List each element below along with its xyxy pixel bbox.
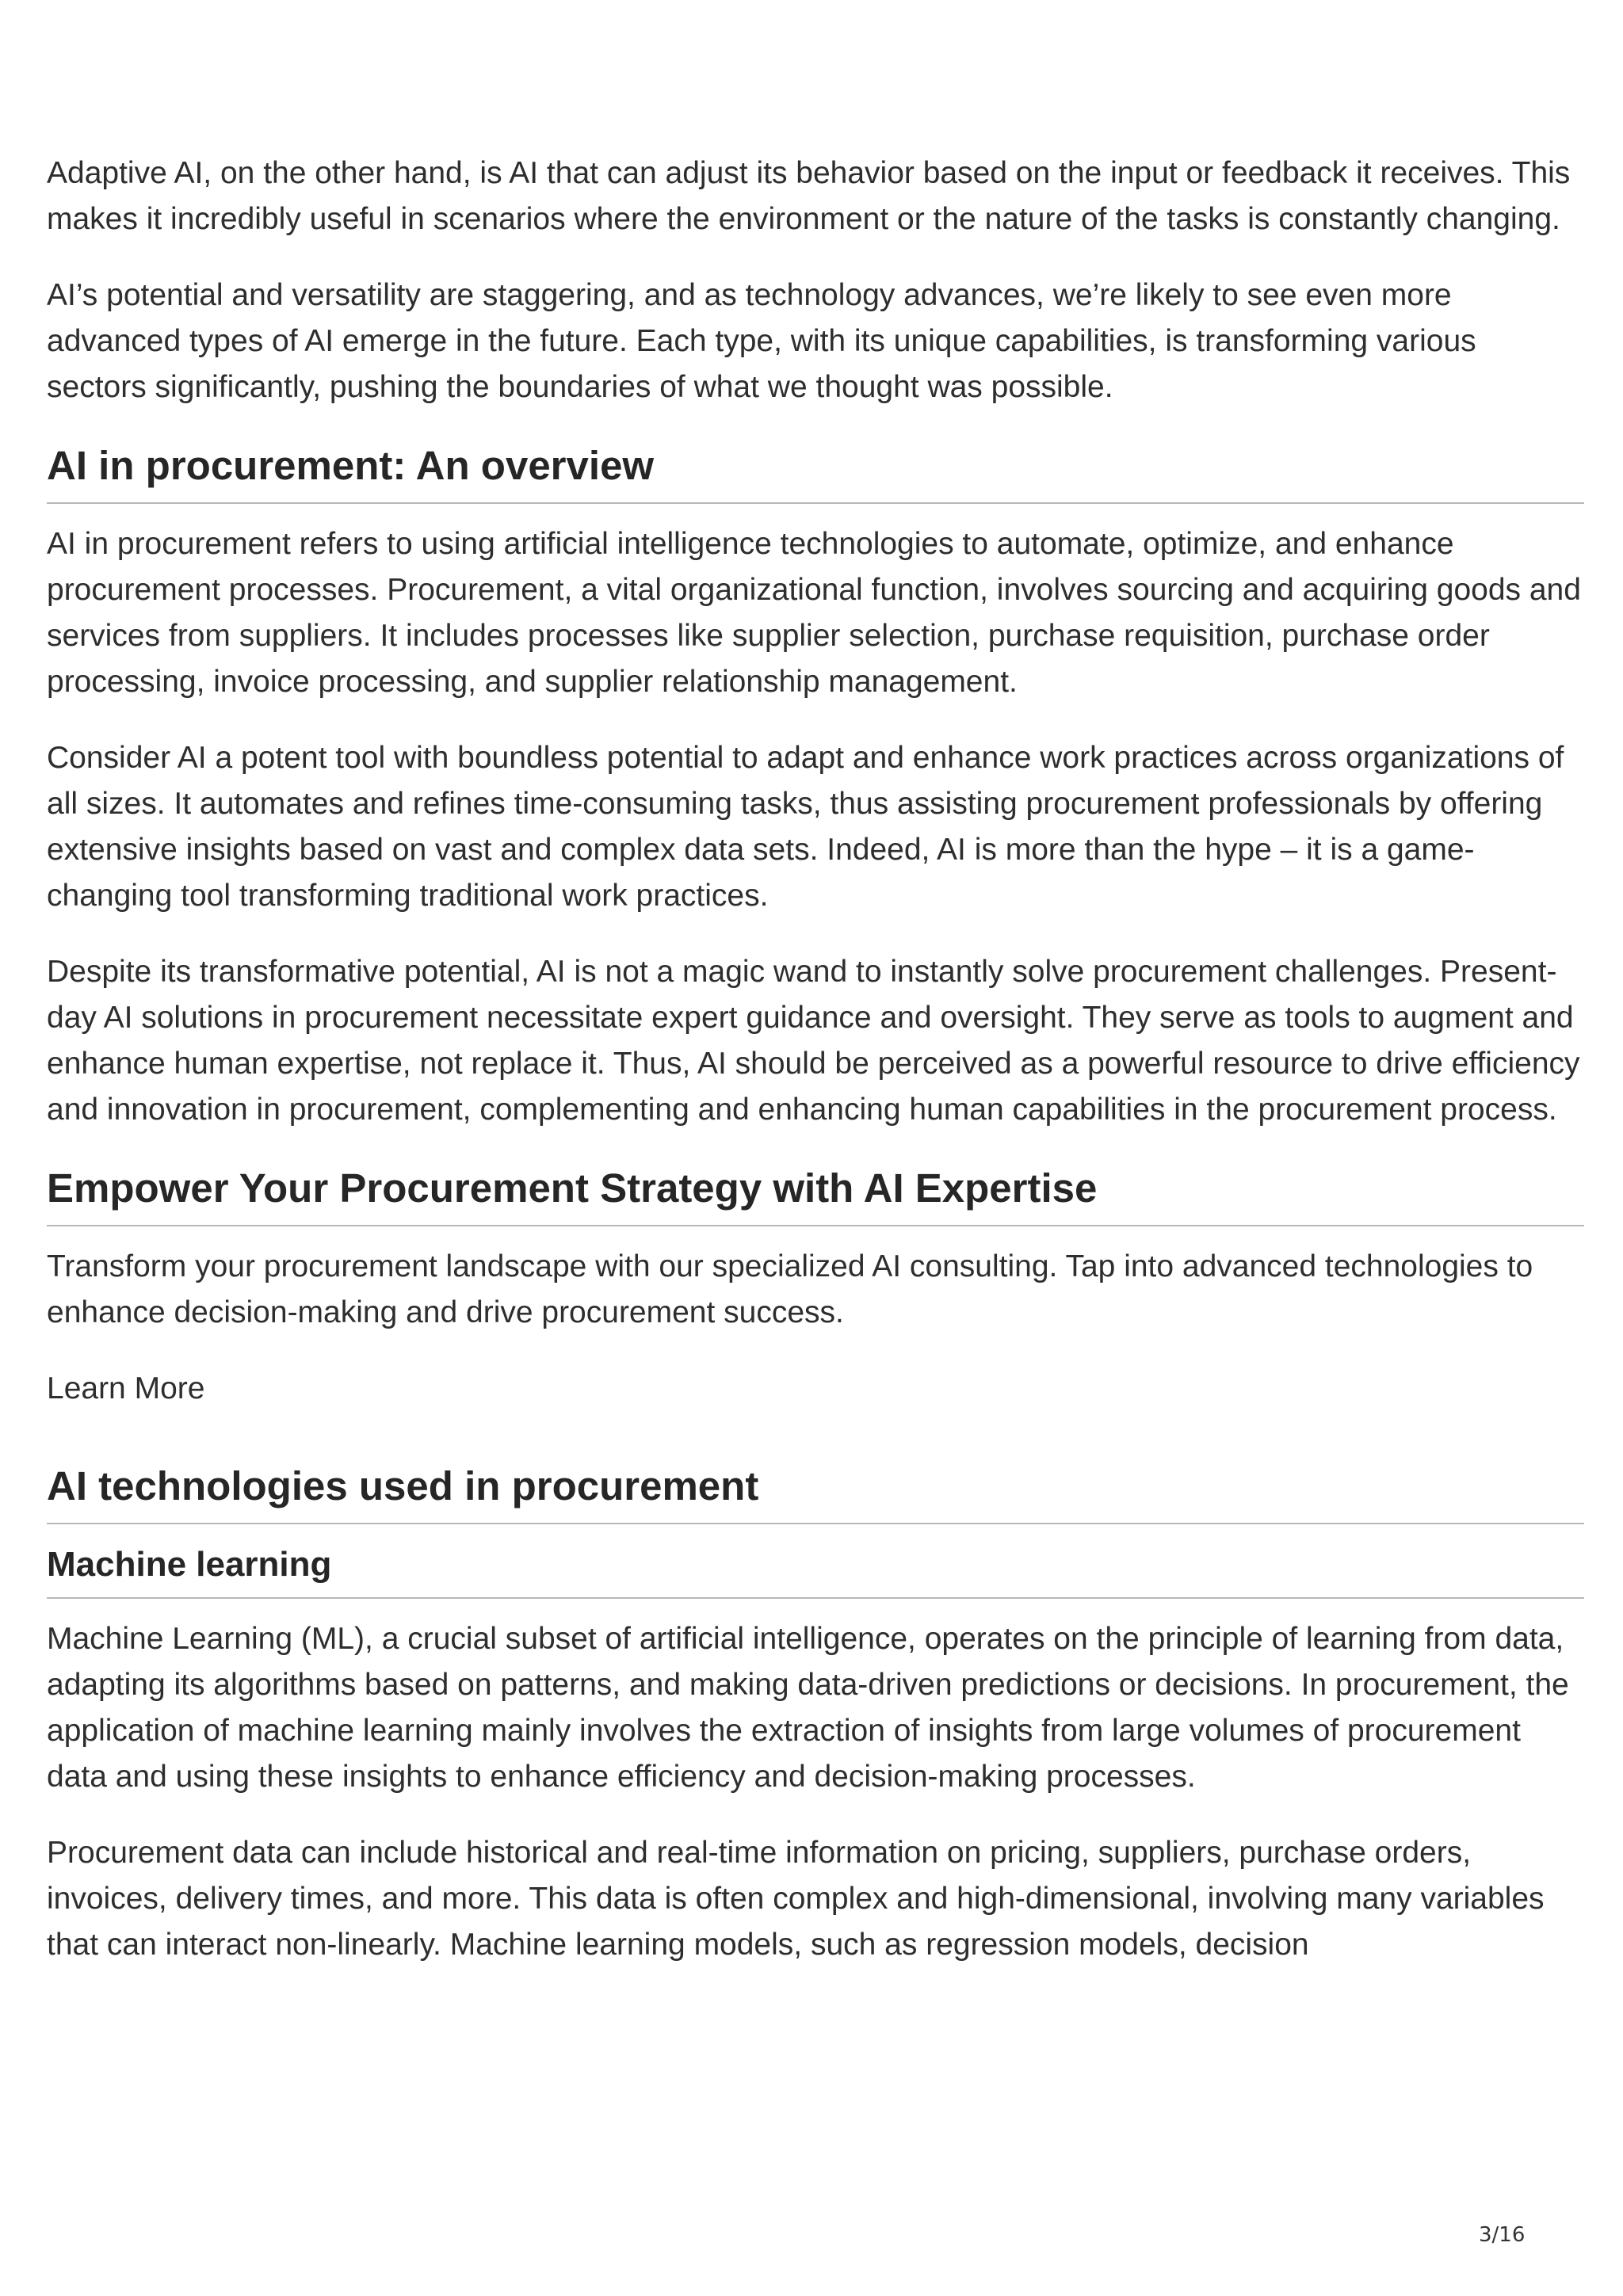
page-number: 3/16 [1479, 2223, 1526, 2247]
paragraph-adaptive-ai: Adaptive AI, on the other hand, is AI that can adjust its behavior based on the input or feedback it receives. This makes it incredibly useful in scenarios where the environment or the nature of the tasks is constantly changing. [47, 156, 1571, 236]
paragraph-ai-potent-tool: Consider AI a potent tool with boundless potential to adapt and enhance work practices across organizations of all sizes. It automates and refines time-consuming tasks, thus assisting procurement professionals by offering extensive insights based on vast and complex data sets. Indeed, AI is more than the hype – it is a game-changing tool transforming traditional work practices. [47, 741, 1564, 913]
heading-ai-technologies: AI technologies used in procurement [47, 1461, 1584, 1524]
learn-more-link[interactable]: Learn More [47, 1371, 205, 1405]
heading-empower-procurement: Empower Your Procurement Strategy with AI Expertise [47, 1163, 1584, 1226]
paragraph-ai-not-magic-wand: Despite its transformative potential, AI is not a magic wand to instantly solve procurement challenges. Present-day AI solutions in procurement necessitate expert guidance and oversight. They serve as tools to augment and enhance human expertise, not replace it. Thus, AI should be perceived as a powerful resource to drive efficiency and innovation in procurement, complementing and enhancing human capabilities in the procurement process. [47, 955, 1580, 1127]
document-page [47, 151, 1584, 1998]
paragraph-ai-potential: AI’s potential and versatility are staggering, and as technology advances, we’re likely to see even more advanced types of AI emerge in the future. Each type, with its unique capabilities, is transforming various sectors significantly, pushing the boundaries of what we thought was possible. [47, 278, 1476, 404]
paragraph-procurement-data: Procurement data can include historical and real-time information on pricing, suppliers, purchase orders, invoices, delivery times, and more. This data is often complex and high-dimensional, involving many variables that can interact non-linearly. Machine learning models, such as regression models, decision [47, 1836, 1545, 1962]
paragraph-machine-learning: Machine Learning (ML), a crucial subset of artificial intelligence, operates on the principle of learning from data, adapting its algorithms based on patterns, and making data-driven predictions or decisions. In procurement, the application of machine learning mainly involves the extraction of insights from large volumes of procurement data and using these insights to enhance efficiency and decision-making processes. [47, 1622, 1569, 1794]
heading-ai-procurement-overview: AI in procurement: An overview [47, 441, 1584, 504]
paragraph-transform-procurement: Transform your procurement landscape with our specialized AI consulting. Tap into advanced technologies to enhance decision-making and drive procurement success. [47, 1249, 1533, 1329]
paragraph-ai-procurement-definition: AI in procurement refers to using artificial intelligence technologies to automate, optimize, and enhance procurement processes. Procurement, a vital organizational function, involves sourcing and acquiring goods and services from suppliers. It includes processes like supplier selection, purchase requisition, purchase order processing, invoice processing, and supplier relationship management. [47, 527, 1581, 699]
heading-machine-learning: Machine learning [47, 1542, 1584, 1599]
